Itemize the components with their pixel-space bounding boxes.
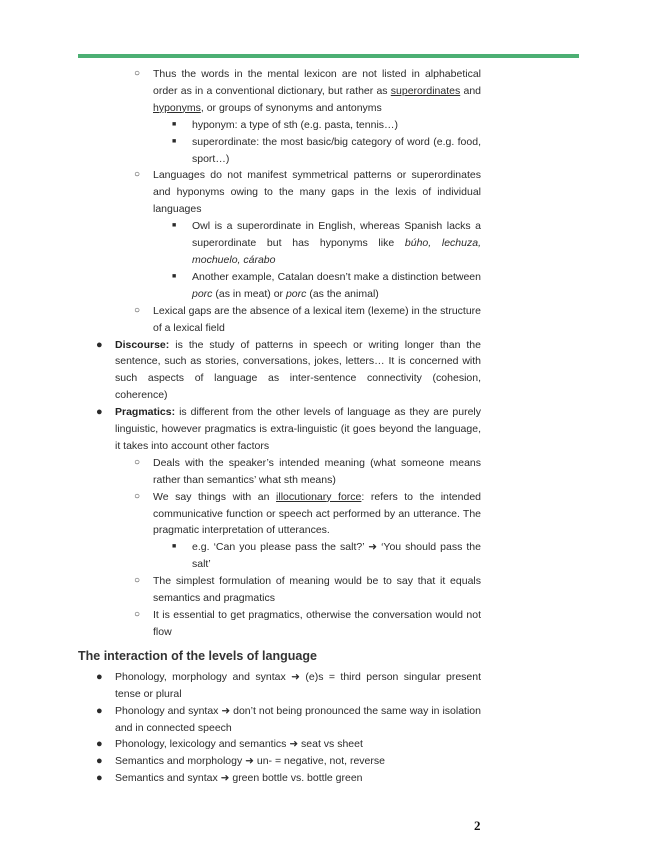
list-item: ● Discourse: is the study of patterns in speech or writing longer than the sentence, such as stories, conversations, jokes, letters… It is concerned with such aspects of language as inter-sentence connectivity (cohesion, coherence) bbox=[96, 338, 481, 402]
list-item: ■ hyponym: a type of sth (e.g. pasta, tennis…) bbox=[192, 117, 481, 134]
hollow-circle-bullet-icon: ○ bbox=[134, 304, 141, 316]
square-bullet-icon: ■ bbox=[172, 272, 177, 280]
list-item: ○ The simplest formulation of meaning would be to say that it equals semantics and pragmatics bbox=[134, 575, 481, 605]
illocutionary-force-term: illocutionary force bbox=[276, 490, 362, 503]
hollow-circle-bullet-icon: ○ bbox=[134, 169, 141, 181]
list-item: ● Semantics and morphology ➜ un- = negative, not, reverse bbox=[115, 753, 481, 770]
list-item: ● Pragmatics: is different from the other levels of language as they are purely linguistic, however pragmatics is extra-linguistic (it goes beyond the language, it takes into account other factors bbox=[96, 406, 481, 452]
hollow-circle-bullet-icon: ○ bbox=[134, 456, 141, 468]
list-item: ○ Thus the words in the mental lexicon are not listed in alphabetical order as in a conventional dictionary, but rather as superordinates and hyponyms, or groups of synonyms and antonyms bbox=[134, 68, 481, 114]
hollow-circle-bullet-icon: ○ bbox=[134, 575, 141, 587]
filled-circle-bullet-icon: ● bbox=[96, 338, 103, 351]
filled-circle-bullet-icon: ● bbox=[96, 406, 103, 419]
list-item: ● Phonology and syntax ➜ don’t not being pronounced the same way in isolation and in connected speech bbox=[96, 704, 481, 734]
square-bullet-icon: ■ bbox=[172, 120, 177, 128]
list-item: ○ It is essential to get pragmatics, otherwise the conversation would not flow bbox=[134, 609, 481, 638]
superordinates-term: superordinates bbox=[390, 84, 461, 97]
square-bullet-icon: ■ bbox=[172, 543, 177, 551]
filled-circle-bullet-icon: ● bbox=[96, 738, 103, 751]
list-item: ○ We say things with an illocutionary force: refers to the intended communicative function or speech act performed by an utterance. The pragmatic interpretation of utterances. bbox=[134, 490, 482, 537]
list-item: ○ Lexical gaps are the absence of a lexical item (lexeme) in the structure of a lexical field bbox=[134, 304, 481, 334]
list-item: ■ Another example, Catalan doesn’t make a distinction between porc (as in meat) or porc (as the animal) bbox=[172, 270, 481, 300]
square-bullet-icon: ■ bbox=[172, 222, 177, 230]
section-heading: The interaction of the levels of language bbox=[78, 648, 317, 663]
document-body bbox=[0, 66, 655, 787]
hyponyms-term: hyponyms bbox=[153, 101, 201, 114]
square-bullet-icon: ■ bbox=[172, 137, 177, 145]
hollow-circle-bullet-icon: ○ bbox=[134, 68, 141, 79]
list-item: ● Phonology, lexicology and semantics ➜ seat vs sheet bbox=[115, 736, 481, 753]
discourse-label: Discourse: bbox=[115, 338, 170, 351]
hollow-circle-bullet-icon: ○ bbox=[134, 490, 141, 502]
list-item: ○ Languages do not manifest symmetrical patterns or superordinates and hyponyms owing to the many gaps in the lexis of individual languages bbox=[134, 169, 481, 216]
list-item: ○ Deals with the speaker’s intended meaning (what someone means rather than semantics’ what sth means) bbox=[134, 456, 481, 486]
pragmatics-label: Pragmatics: bbox=[115, 406, 176, 419]
filled-circle-bullet-icon: ● bbox=[96, 772, 103, 785]
list-item: ● Semantics and syntax ➜ green bottle vs. bottle green bbox=[115, 770, 481, 787]
list-item: ■ Owl is a superordinate in English, whereas Spanish lacks a superordinate but has hyponyms like búho, lechuza, mochuelo, cárabo bbox=[172, 220, 481, 266]
list-item: ■ e.g. ‘Can you please pass the salt?’ ➜ ‘You should pass the salt’ bbox=[172, 541, 481, 571]
list-item: ■ superordinate: the most basic/big category of word (e.g. food, sport…) bbox=[172, 135, 481, 165]
filled-circle-bullet-icon: ● bbox=[96, 755, 103, 768]
filled-circle-bullet-icon: ● bbox=[96, 670, 103, 683]
filled-circle-bullet-icon: ● bbox=[96, 704, 103, 717]
page-number: 2 bbox=[474, 818, 481, 833]
list-item: ● Phonology, morphology and syntax ➜ (e)s = third person singular present tense or plural bbox=[96, 670, 481, 700]
header-accent-bar bbox=[78, 54, 579, 58]
hollow-circle-bullet-icon: ○ bbox=[134, 609, 141, 620]
